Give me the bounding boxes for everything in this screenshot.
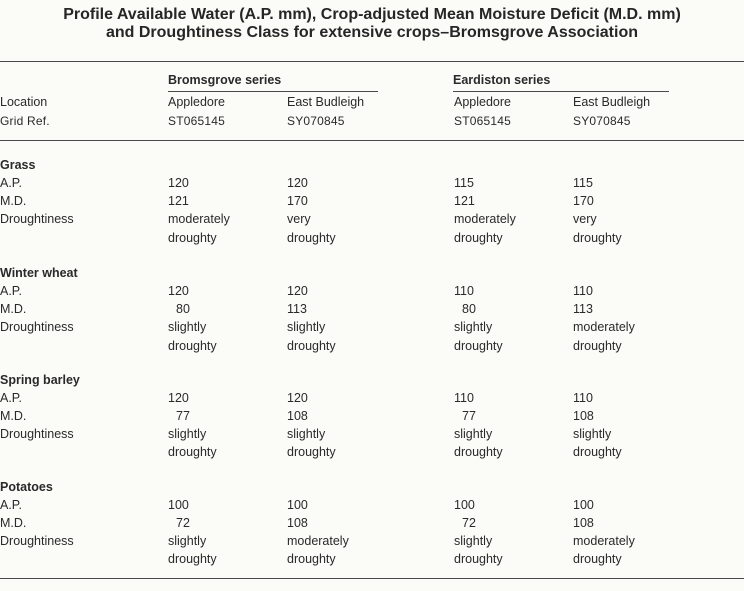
grid-ref-cell: ST065145 bbox=[168, 114, 225, 128]
droughtiness-class: very bbox=[287, 212, 311, 226]
droughtiness-class: slightly bbox=[287, 320, 326, 334]
ap-value: 115 bbox=[573, 176, 593, 190]
droughtiness-class: droughty bbox=[573, 445, 622, 459]
droughtiness-label: Droughtiness bbox=[0, 534, 74, 548]
md-value: 80 bbox=[462, 302, 476, 316]
droughtiness-class: moderately bbox=[573, 320, 635, 334]
crop-name: Potatoes bbox=[0, 480, 53, 494]
droughtiness-class: droughty bbox=[573, 552, 622, 566]
md-value: 108 bbox=[573, 409, 594, 423]
series-heading-eardiston: Eardiston series bbox=[453, 73, 551, 87]
droughtiness-class: slightly bbox=[573, 427, 612, 441]
droughtiness-class: slightly bbox=[168, 534, 207, 548]
title-line-1: Profile Available Water (A.P. mm), Crop-adjusted Mean Moisture Deficit (M.D. mm) bbox=[63, 6, 681, 23]
grid-ref-cell: SY070845 bbox=[287, 114, 345, 128]
table-bottom-rule bbox=[0, 578, 744, 579]
md-value: 113 bbox=[573, 302, 593, 316]
md-label: M.D. bbox=[0, 409, 27, 423]
droughtiness-class: droughty bbox=[573, 231, 622, 245]
md-value: 72 bbox=[176, 516, 190, 530]
ap-value: 115 bbox=[454, 176, 474, 190]
series-heading-bromsgrove: Bromsgrove series bbox=[168, 73, 282, 87]
droughtiness-label: Droughtiness bbox=[0, 320, 74, 334]
md-value: 113 bbox=[287, 302, 307, 316]
droughtiness-class: slightly bbox=[454, 427, 493, 441]
title-line-2: and Droughtiness Class for extensive crops–Bromsgrove Association bbox=[105, 24, 638, 41]
crop-name: Grass bbox=[0, 158, 36, 172]
page-title bbox=[0, 6, 744, 42]
droughtiness-class: slightly bbox=[454, 320, 493, 334]
ap-value: 100 bbox=[168, 498, 189, 512]
series-underline-bromsgrove bbox=[168, 91, 378, 92]
droughtiness-class: droughty bbox=[454, 231, 503, 245]
grid-ref-cell: SY070845 bbox=[573, 114, 631, 128]
droughtiness-class: slightly bbox=[168, 320, 207, 334]
crop-name: Spring barley bbox=[0, 373, 80, 387]
md-label: M.D. bbox=[0, 302, 27, 316]
grid-ref-cell: ST065145 bbox=[454, 114, 511, 128]
header-bottom-rule bbox=[0, 140, 744, 141]
md-value: 121 bbox=[454, 194, 475, 208]
droughtiness-class: droughty bbox=[168, 339, 217, 353]
md-value: 170 bbox=[287, 194, 308, 208]
ap-label: A.P. bbox=[0, 498, 23, 512]
ap-value: 110 bbox=[454, 284, 474, 298]
md-value: 77 bbox=[176, 409, 190, 423]
md-value: 121 bbox=[168, 194, 189, 208]
ap-label: A.P. bbox=[0, 391, 23, 405]
droughtiness-class: droughty bbox=[287, 231, 336, 245]
droughtiness-class: droughty bbox=[454, 339, 503, 353]
ap-value: 110 bbox=[454, 391, 474, 405]
droughtiness-class: slightly bbox=[168, 427, 207, 441]
droughtiness-class: droughty bbox=[454, 445, 503, 459]
ap-value: 100 bbox=[573, 498, 594, 512]
ap-value: 120 bbox=[287, 176, 308, 190]
droughtiness-label: Droughtiness bbox=[0, 212, 74, 226]
md-value: 108 bbox=[287, 409, 308, 423]
ap-value: 100 bbox=[287, 498, 308, 512]
droughtiness-class: droughty bbox=[287, 552, 336, 566]
location-cell: East Budleigh bbox=[573, 95, 651, 109]
md-value: 108 bbox=[573, 516, 594, 530]
location-cell: East Budleigh bbox=[287, 95, 365, 109]
ap-value: 120 bbox=[168, 391, 189, 405]
md-value: 80 bbox=[176, 302, 190, 316]
location-cell: Appledore bbox=[454, 95, 511, 109]
md-value: 72 bbox=[462, 516, 476, 530]
droughtiness-class: droughty bbox=[573, 339, 622, 353]
grid-ref-label: Grid Ref. bbox=[0, 114, 50, 128]
droughtiness-class: droughty bbox=[168, 231, 217, 245]
ap-value: 120 bbox=[287, 391, 308, 405]
droughtiness-class: droughty bbox=[287, 339, 336, 353]
md-label: M.D. bbox=[0, 516, 27, 530]
series-underline-eardiston bbox=[453, 91, 669, 92]
table-top-rule bbox=[0, 61, 744, 62]
droughtiness-class: moderately bbox=[287, 534, 349, 548]
droughtiness-class: very bbox=[573, 212, 597, 226]
droughtiness-class: moderately bbox=[454, 212, 516, 226]
droughtiness-class: moderately bbox=[573, 534, 635, 548]
location-cell: Appledore bbox=[168, 95, 225, 109]
md-label: M.D. bbox=[0, 194, 27, 208]
ap-value: 110 bbox=[573, 284, 593, 298]
droughtiness-class: slightly bbox=[287, 427, 326, 441]
ap-label: A.P. bbox=[0, 284, 23, 298]
droughtiness-class: droughty bbox=[168, 445, 217, 459]
ap-value: 120 bbox=[287, 284, 308, 298]
droughtiness-class: droughty bbox=[287, 445, 336, 459]
md-value: 108 bbox=[287, 516, 308, 530]
ap-value: 120 bbox=[168, 284, 189, 298]
droughtiness-label: Droughtiness bbox=[0, 427, 74, 441]
location-label: Location bbox=[0, 95, 48, 109]
ap-value: 120 bbox=[168, 176, 189, 190]
ap-value: 110 bbox=[573, 391, 593, 405]
crop-name: Winter wheat bbox=[0, 266, 78, 280]
droughtiness-class: slightly bbox=[454, 534, 493, 548]
ap-value: 100 bbox=[454, 498, 475, 512]
droughtiness-class: droughty bbox=[168, 552, 217, 566]
md-value: 77 bbox=[462, 409, 476, 423]
droughtiness-class: droughty bbox=[454, 552, 503, 566]
md-value: 170 bbox=[573, 194, 594, 208]
ap-label: A.P. bbox=[0, 176, 23, 190]
droughtiness-class: moderately bbox=[168, 212, 230, 226]
